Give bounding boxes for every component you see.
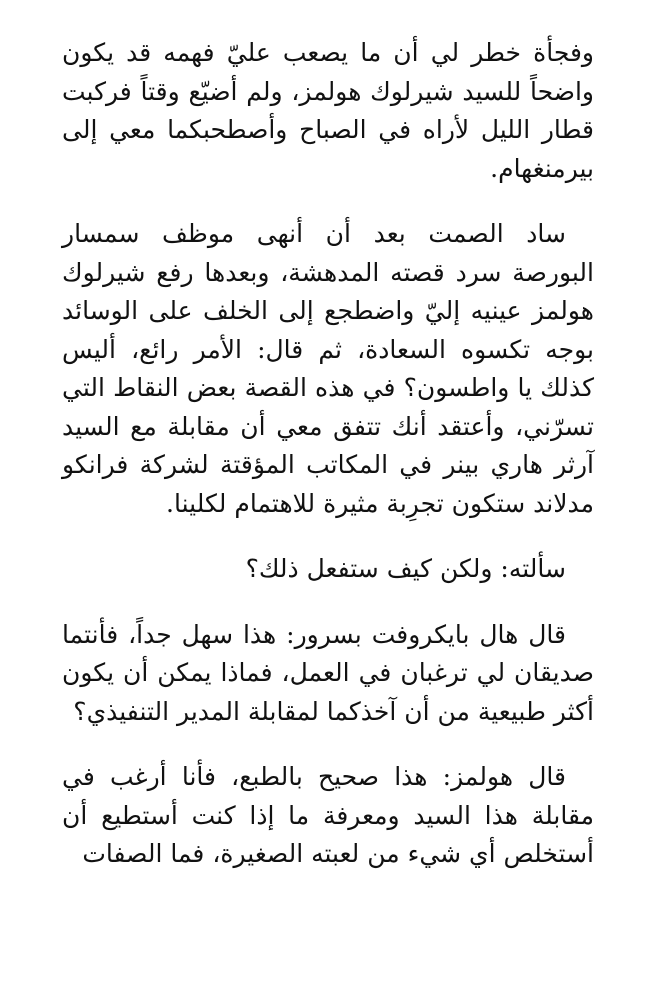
paragraph-5: قال هولمز: هذا صحيح بالطبع، فأنا أرغب في مقابلة هذا السيد ومعرفة ما إذا كنت أستطيع أن أستخلص أي شيء من لعبته الصغيرة، فما الصفات [62, 762, 594, 868]
paragraph-2: ساد الصمت بعد أن أنهى موظف سمسار البورصة سرد قصته المدهشة، وبعدها رفع شيرلوك هولمز عينيه إليّ واضطجع إلى الخلف على الوسائد بوجه تكسوه السعادة، ثم قال: الأمر رائع، أليس كذلك يا واطسون؟ في هذه القصة بعض النقاط التي تسرّني، وأعتقد أنك تتفق معي أن مقابلة مع السيد آرثر هاري بينر في المكاتب المؤقتة لشركة فرانكو مدلاند ستكون تجرِبة مثيرة للاهتمام لكلينا. [62, 219, 594, 518]
text-column [62, 34, 594, 901]
paragraph-4: قال هال بايكروفت بسرور: هذا سهل جداً، فأنتما صديقان لي ترغبان في العمل، فماذا يمكن أن يكون أكثر طبيعية من أن آخذكما لمقابلة المدير التنفيذي؟ [62, 619, 594, 726]
paragraph-1: وفجأة خطر لي أن ما يصعب عليّ فهمه قد يكون واضحاً للسيد شيرلوك هولمز، ولم أضيّع وقتاً فركبت قطار الليل لأراه في الصباح وأصطحبكما معي إلى بيرمنغهام. [62, 38, 594, 183]
paragraph-3: سألته: ولكن كيف ستفعل ذلك؟ [245, 554, 566, 583]
